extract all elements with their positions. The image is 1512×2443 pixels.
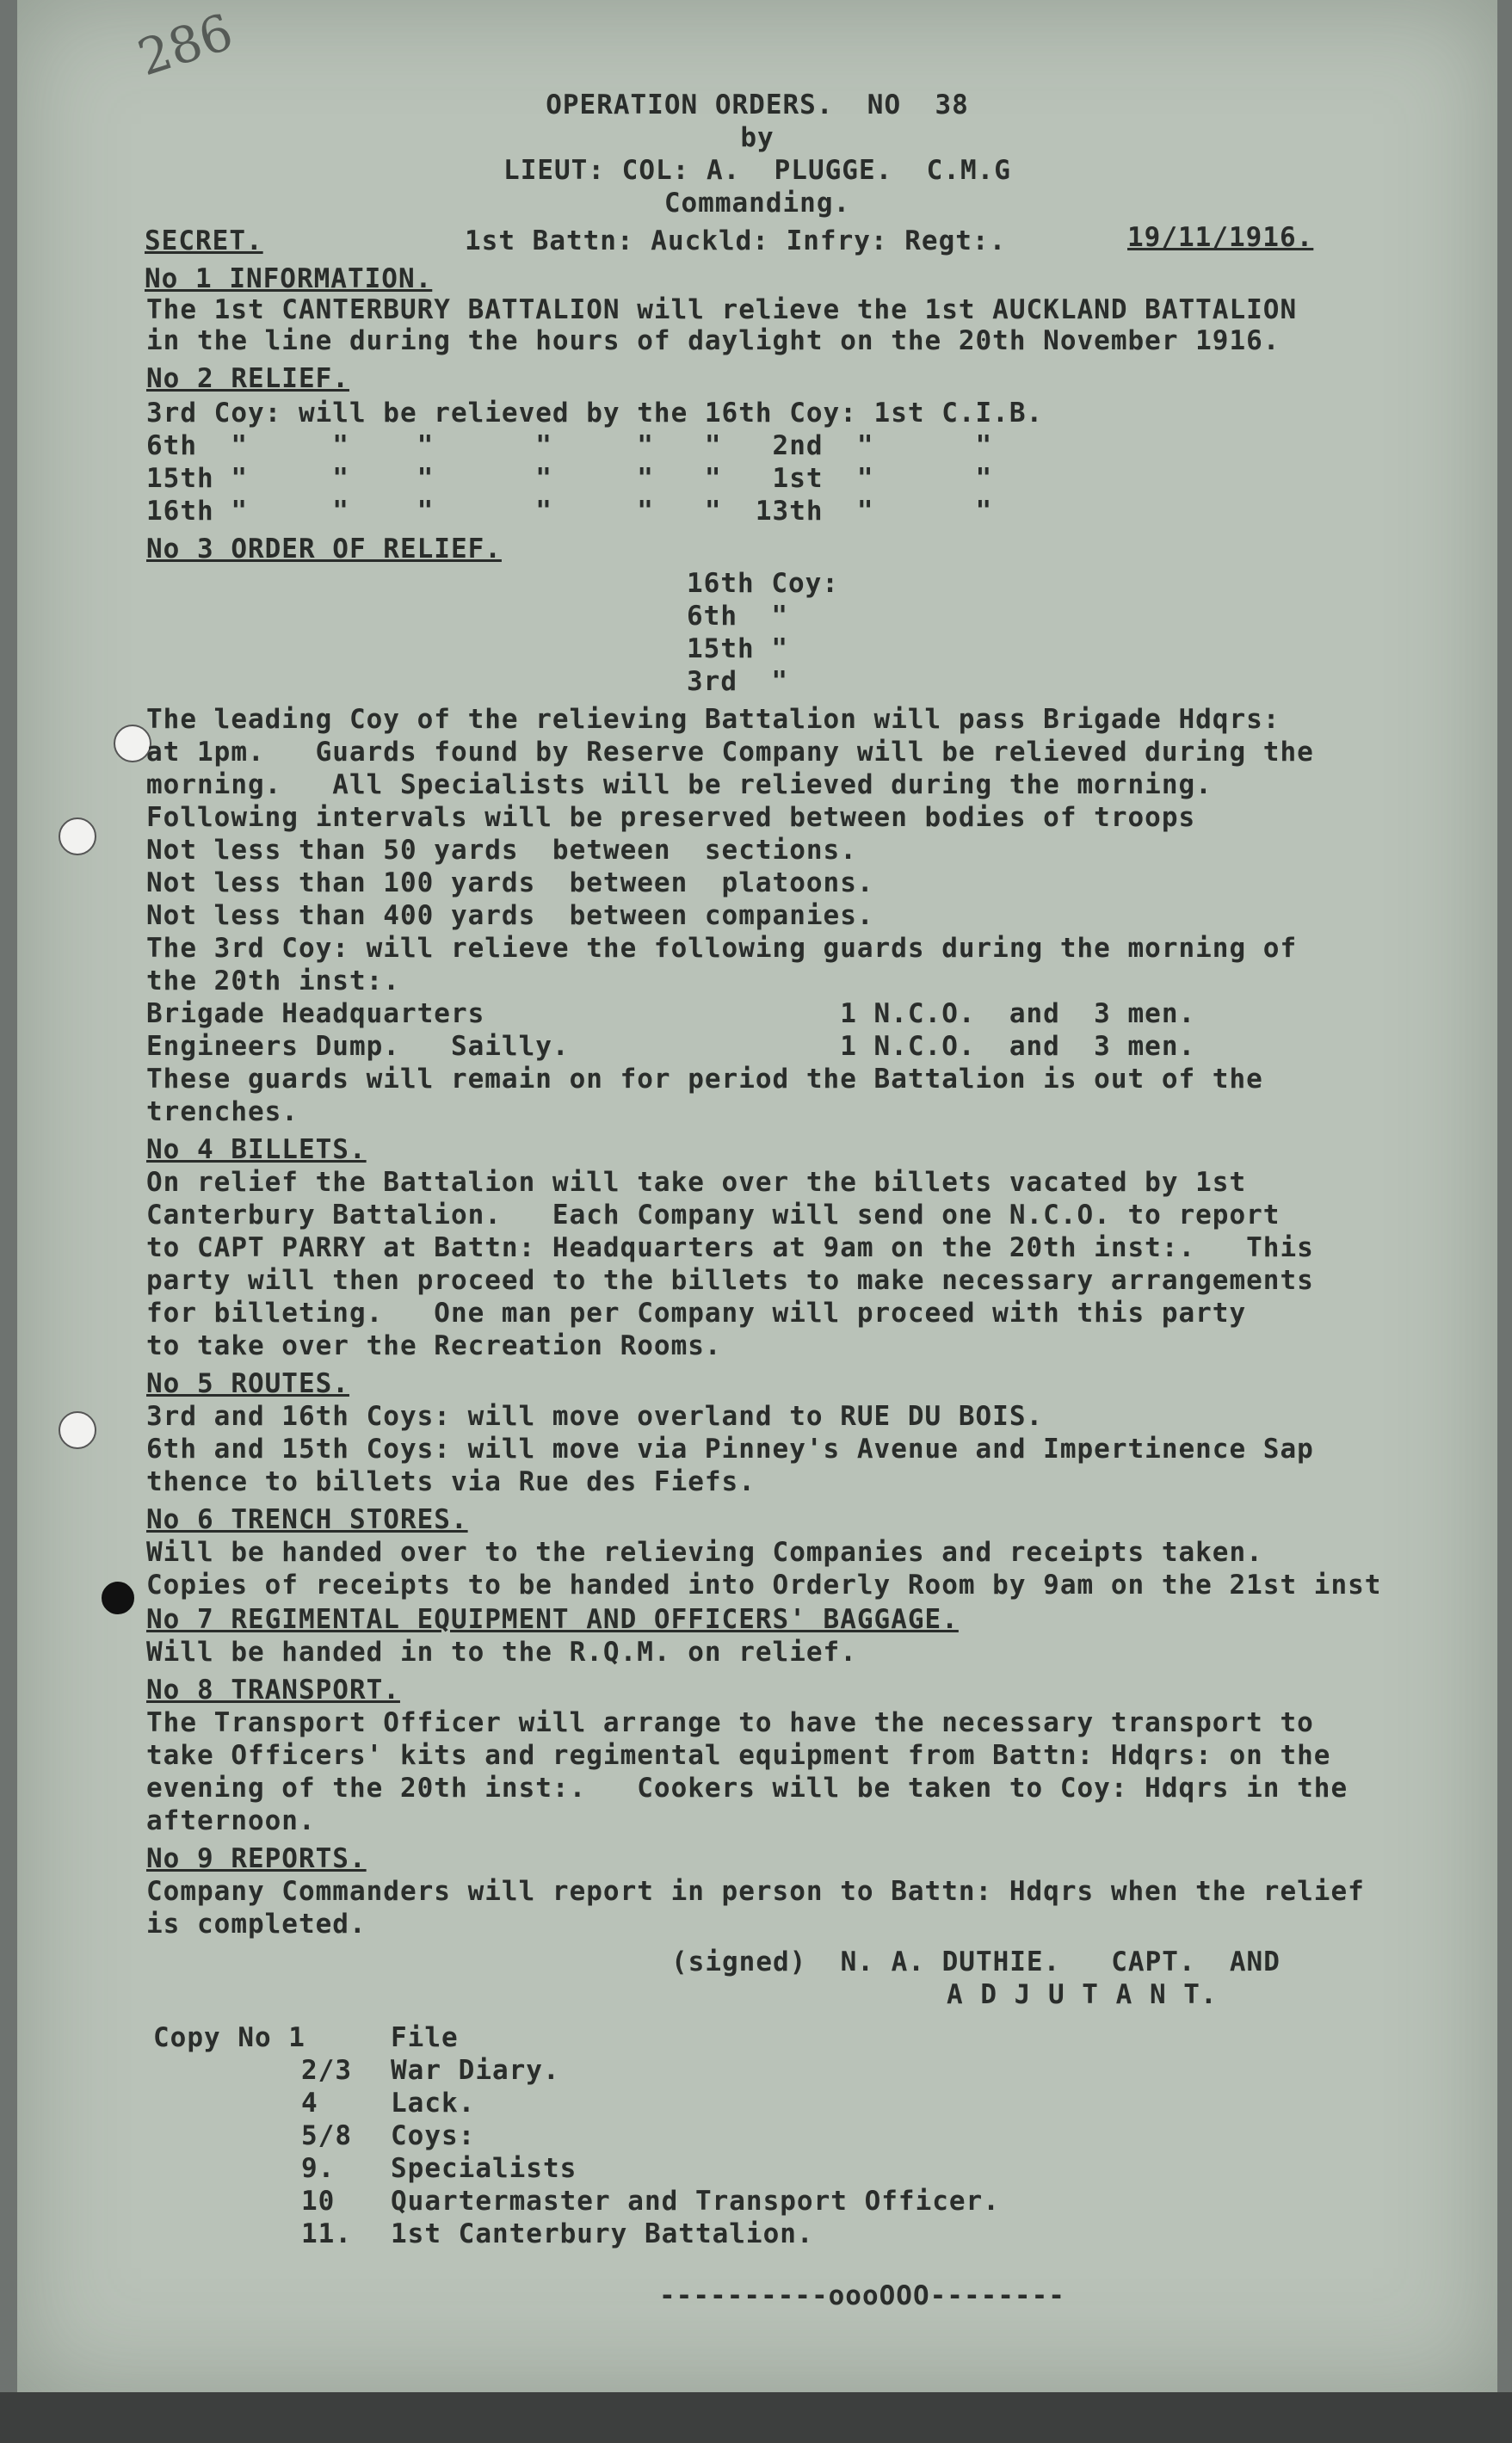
body-line: The 3rd Coy: will relieve the following guards during the morning of	[146, 933, 1298, 964]
body-line: Company Commanders will report in person to Battn: Hdqrs when the relief	[146, 1876, 1365, 1907]
document-sheet	[17, 0, 1497, 2392]
body-line: evening of the 20th inst:. Cookers will be taken to Coy: Hdqrs in the	[146, 1773, 1348, 1804]
relief-order-item: 3rd "	[687, 666, 788, 697]
distribution-recipient: War Diary.	[391, 2055, 560, 2086]
body-line: is completed.	[146, 1909, 367, 1940]
distribution-recipient: Specialists	[391, 2153, 577, 2184]
body-line: thence to billets via Rue des Fiefs.	[146, 1466, 756, 1497]
guard-line: Engineers Dump. Sailly. 1 N.C.O. and 3 men.	[146, 1031, 1196, 1062]
distribution-recipient: Quartermaster and Transport Officer.	[391, 2186, 1000, 2217]
section-heading: No 5 ROUTES.	[146, 1368, 349, 1399]
relief-line: 16th " " " " " " 13th " "	[146, 496, 993, 527]
section-heading: No 8 TRANSPORT.	[146, 1675, 400, 1706]
body-line: These guards will remain on for period the Battalion is out of the	[146, 1064, 1263, 1095]
body-line: in the line during the hours of daylight on the 20th November 1916.	[146, 325, 1281, 356]
body-line: to take over the Recreation Rooms.	[146, 1330, 722, 1361]
folio-number: 286	[131, 2, 240, 88]
punch-hole	[59, 1411, 96, 1449]
body-line: Not less than 50 yards between sections.	[146, 835, 857, 866]
distribution-copy-no: 11.	[301, 2218, 352, 2249]
relief-line: 15th " " " " " " 1st " "	[146, 463, 993, 494]
distribution-copy-no: 4	[301, 2088, 318, 2119]
order-title: OPERATION ORDERS. NO 38	[546, 89, 969, 120]
body-line: Will be handed over to the relieving Companies and receipts taken.	[146, 1537, 1263, 1568]
relief-order-item: 16th Coy:	[687, 568, 839, 599]
body-line: 6th and 15th Coys: will move via Pinney's Avenue and Impertinence Sap	[146, 1434, 1314, 1465]
section-heading: No 3 ORDER OF RELIEF.	[146, 534, 502, 564]
body-line: The Transport Officer will arrange to have the necessary transport to	[146, 1707, 1314, 1738]
section-heading: No 7 REGIMENTAL EQUIPMENT AND OFFICERS' BAGGAGE.	[146, 1604, 959, 1635]
body-line: party will then proceed to the billets to make necessary arrangements	[146, 1265, 1314, 1296]
body-line: On relief the Battalion will take over the billets vacated by 1st	[146, 1167, 1247, 1198]
relief-line: 6th " " " " " " 2nd " "	[146, 430, 993, 461]
body-line: morning. All Specialists will be relieved during the morning.	[146, 769, 1213, 800]
body-line: trenches.	[146, 1096, 299, 1127]
distribution-recipient: File	[391, 2022, 459, 2053]
body-line: to CAPT PARRY at Battn: Headquarters at 9am on the 20th inst:. This	[146, 1232, 1314, 1263]
classification: SECRET.	[145, 225, 263, 256]
punch-hole	[102, 1582, 134, 1614]
distribution-copy-no: 10	[301, 2186, 336, 2217]
body-line: The 1st CANTERBURY BATTALION will relieve the 1st AUCKLAND BATTALION	[146, 294, 1298, 325]
body-line: The leading Coy of the relieving Battalion will pass Brigade Hdqrs:	[146, 704, 1281, 735]
body-line: take Officers' kits and regimental equipment from Battn: Hdqrs: on the	[146, 1740, 1331, 1771]
signature-title: A D J U T A N T.	[947, 1979, 1218, 2010]
signature-line: (signed) N. A. DUTHIE. CAPT. AND	[671, 1946, 1281, 1977]
footer-rule: ----------oooOOO--------	[659, 2280, 1065, 2311]
section-heading: No 6 TRENCH STORES.	[146, 1504, 468, 1535]
body-line: for billeting. One man per Company will proceed with this party	[146, 1298, 1247, 1329]
section-heading: No 2 RELIEF.	[146, 363, 349, 394]
section-heading: No 1 INFORMATION.	[145, 263, 433, 294]
distribution-copy-no: 2/3	[301, 2055, 352, 2086]
distribution-label: Copy No 1	[153, 2022, 305, 2053]
commanding-label: Commanding.	[663, 188, 851, 219]
body-line: the 20th inst:.	[146, 965, 400, 996]
body-line: afternoon.	[146, 1805, 316, 1836]
commanding-officer: LIEUT: COL: A. PLUGGE. C.M.G	[503, 155, 1011, 186]
punch-hole	[59, 817, 96, 855]
relief-order-item: 15th "	[687, 633, 788, 664]
order-date: 19/11/1916.	[1127, 222, 1314, 253]
distribution-copy-no: 5/8	[301, 2120, 352, 2151]
distribution-recipient: 1st Canterbury Battalion.	[391, 2218, 814, 2249]
body-line: 3rd and 16th Coys: will move overland to RUE DU BOIS.	[146, 1401, 1044, 1432]
body-line: Following intervals will be preserved between bodies of troops	[146, 802, 1196, 833]
body-line: at 1pm. Guards found by Reserve Company will be relieved during the	[146, 737, 1314, 768]
body-line: Will be handed in to the R.Q.M. on relief.	[146, 1637, 857, 1668]
body-line: Canterbury Battalion. Each Company will send one N.C.O. to report	[146, 1200, 1281, 1231]
relief-line: 3rd Coy: will be relieved by the 16th Coy: 1st C.I.B.	[146, 398, 1044, 429]
relief-order-item: 6th "	[687, 601, 788, 632]
body-line: Copies of receipts to be handed into Orderly Room by 9am on the 21st inst	[146, 1570, 1382, 1601]
body-line: Not less than 400 yards between companies.	[146, 900, 874, 931]
guard-line: Brigade Headquarters 1 N.C.O. and 3 men.	[146, 998, 1196, 1029]
distribution-recipient: Lack.	[391, 2088, 476, 2119]
distribution-recipient: Coys:	[391, 2120, 476, 2151]
unit-name: 1st Battn: Auckld: Infry: Regt:.	[465, 225, 1007, 256]
section-heading: No 4 BILLETS.	[146, 1134, 367, 1165]
distribution-copy-no: 9.	[301, 2153, 336, 2184]
body-line: Not less than 100 yards between platoons.	[146, 867, 874, 898]
section-heading: No 9 REPORTS.	[146, 1843, 367, 1874]
order-by: by	[740, 122, 775, 153]
scan-background	[0, 2392, 1512, 2443]
